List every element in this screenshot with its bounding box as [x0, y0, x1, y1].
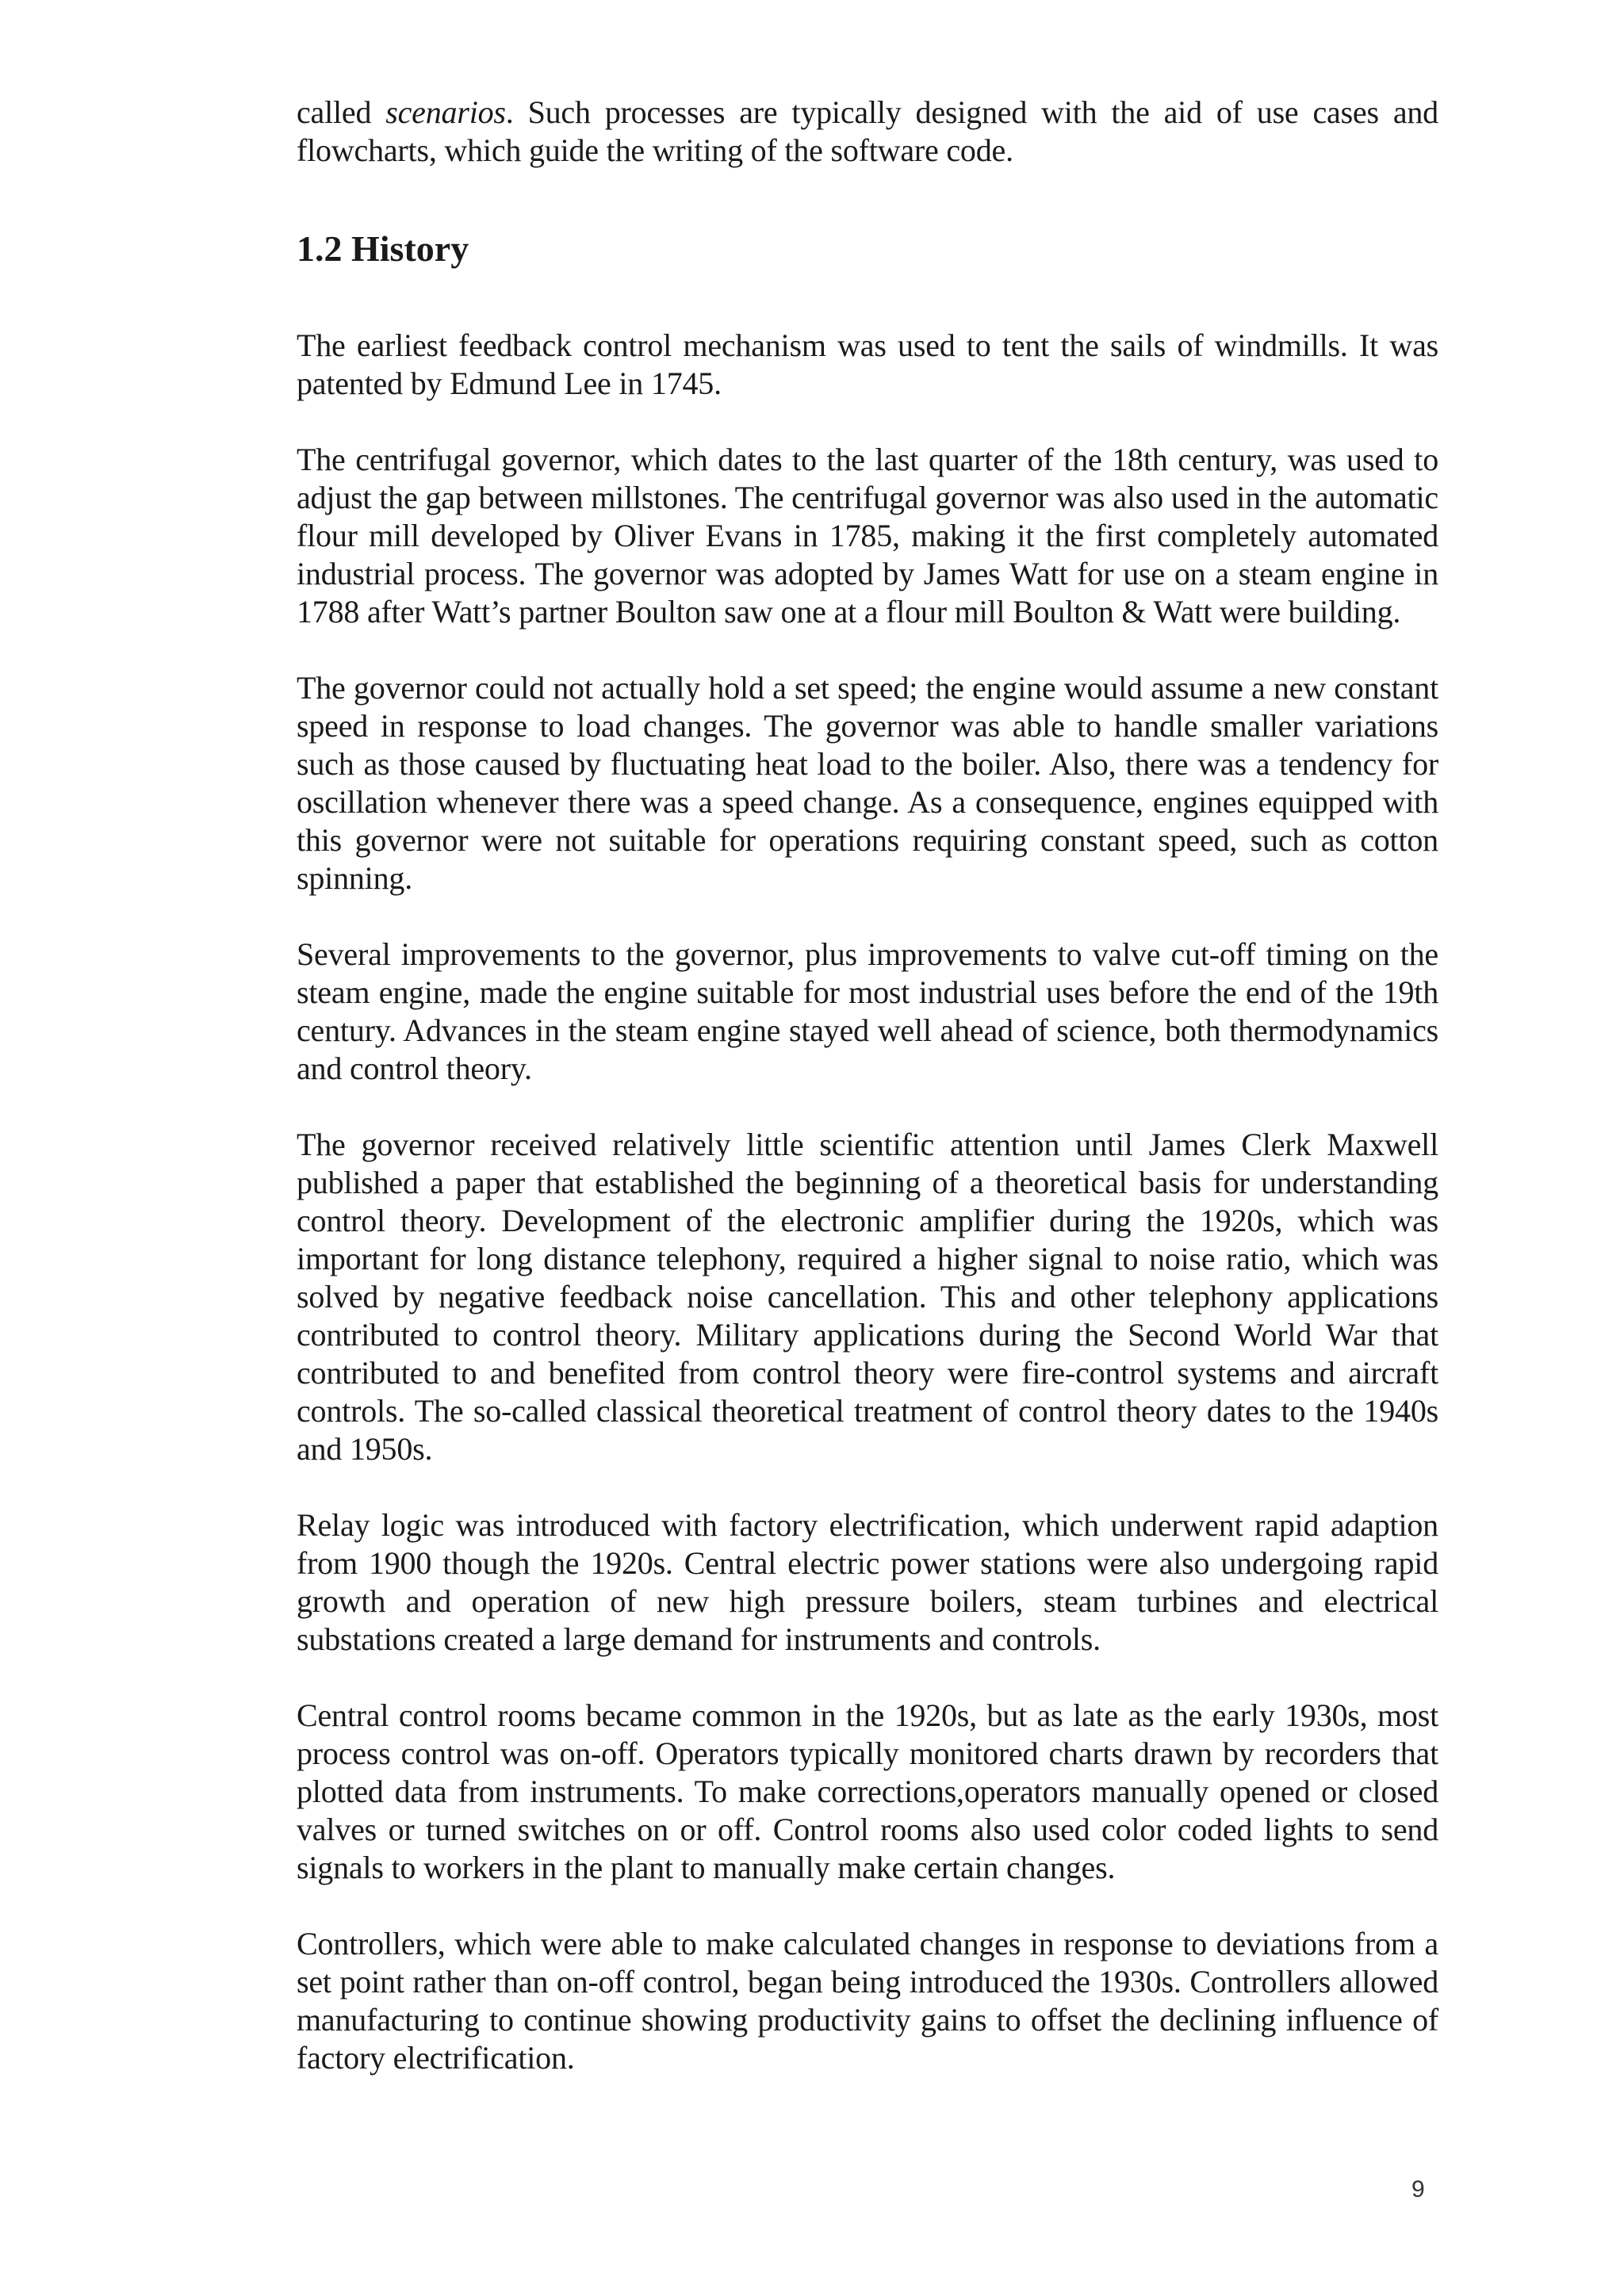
paragraph-governor-limits: The governor could not actually hold a set speed; the engine would assume a new constant speed in response to load changes. The governor was able to handle smaller variations such as those caused by fluctuating heat load to the boiler. Also, there was a tendency for oscillation whenever there was a speed change. As a consequence, engines equipped with this governor were not suitable for operations requiring constant speed, such as cotton spinning.: [297, 670, 1438, 896]
paragraph-relay-logic: Relay logic was introduced with factory electrification, which underwent rapid adaption from 1900 though the 1920s. Central electric power stations were also undergoing rapid growth and operation of new high pressure boilers, steam turbines and electrical substations created a large demand for instruments and controls.: [297, 1507, 1438, 1657]
paragraph-controllers: Controllers, which were able to make calculated changes in response to deviations from a set point rather than on-off control, began being introduced the 1930s. Controllers allowed manufacturing to continue showing productivity gains to offset the declining influence of factory electrification.: [297, 1926, 1438, 2076]
paragraph-windmills: The earliest feedback control mechanism was used to tent the sails of windmills. It was patented by Edmund Lee in 1745.: [297, 327, 1438, 401]
paragraph-control-rooms: Central control rooms became common in the 1920s, but as late as the early 1930s, most process control was on-off. Operators typically monitored charts drawn by recorders that plotted data from instruments. To make corrections,operators manually opened or closed valves or turned switches on or off. Control rooms also used color coded lights to send signals to workers in the plant to manually make certain changes.: [297, 1697, 1438, 1885]
intro-prefix: called: [297, 94, 386, 130]
page-content: [297, 94, 1438, 2077]
paragraph-maxwell: The governor received relatively little scientific attention until James Clerk Maxwell published a paper that established the beginning of a theoretical basis for understanding control theory. Development of the electronic amplifier during the 1920s, which was important for long distance telephony, required a higher signal to noise ratio, which was solved by negative feedback noise cancellation. This and other telephony applications contributed to control theory. Military applications during the Second World War that contributed to and benefited from control theory were fire-control systems and aircraft controls. The so-called classical theoretical treatment of control theory dates to the 1940s and 1950s.: [297, 1127, 1438, 1467]
intro-emphasis: scenarios: [385, 94, 506, 130]
intro-paragraph: [297, 94, 1438, 170]
page-number: 9: [1411, 2176, 1425, 2202]
paragraph-centrifugal-governor: The centrifugal governor, which dates to the last quarter of the 18th century, was used to adjust the gap between millstones. The centrifugal governor was also used in the automatic flour mill developed by Oliver Evans in 1785, making it the first completely automated industrial process. The governor was adopted by James Watt for use on a steam engine in 1788 after Watt’s partner Boulton saw one at a flour mill Boulton & Watt were building.: [297, 442, 1438, 629]
paragraph-improvements: Several improvements to the governor, plus improvements to valve cut-off timing on the steam engine, made the engine suitable for most industrial uses before the end of the 19th century. Advances in the steam engine stayed well ahead of science, both thermodynamics and control theory.: [297, 936, 1438, 1086]
section-heading: 1.2 History: [297, 228, 469, 269]
intro-suffix: . Such processes are typically designed with the aid of use cases and flowcharts, which guide the writing of the software code.: [297, 94, 1438, 168]
